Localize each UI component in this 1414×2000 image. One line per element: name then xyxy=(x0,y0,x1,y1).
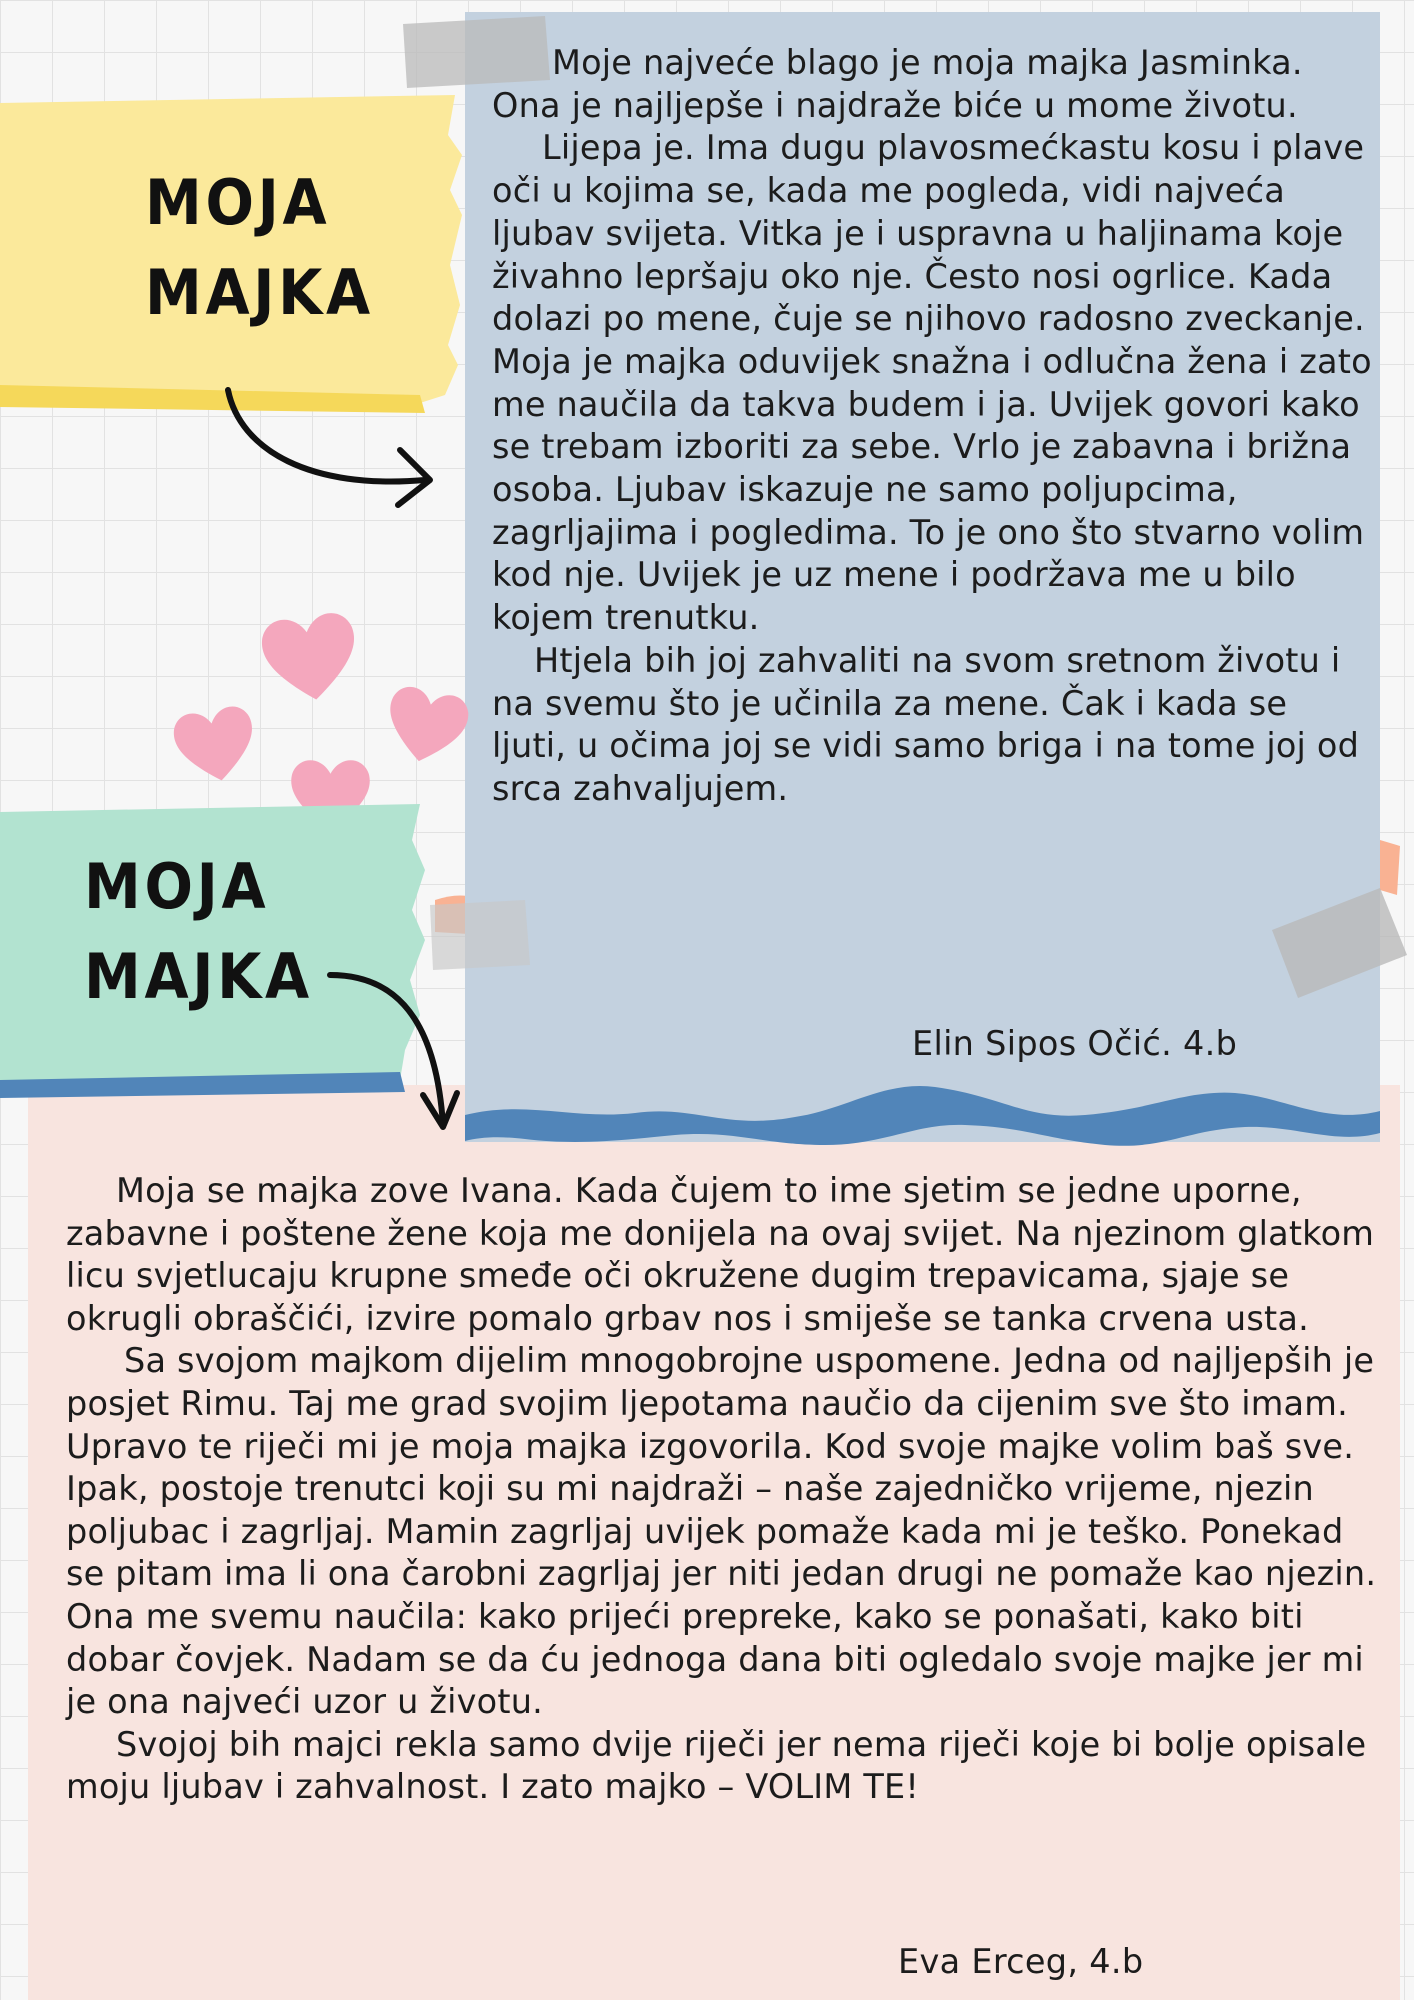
essay-2-paragraph-3: Svojoj bih majci rekla samo dvije riječi jer nema riječi koje bi bolje opisale moju ljubav i zahvalnost. I zato majko – VOLIM TE! xyxy=(66,1724,1367,1807)
heart-icon xyxy=(259,610,362,706)
essay-2-paragraph-1: Moja se majka zove Ivana. Kada čujem to ime sjetim se jedne uporne, zabavne i poštene žene koja me donijela na ovaj svijet. Na njezinom glatkom licu svjetlucaju krupne smeđe oči okružene dugim trepavicama, sjaje se okrugli obraščići, izvire pomalo grbav nos i smiješe se tanka crvena usta. xyxy=(66,1171,1375,1338)
heading-line-2: MAJKA xyxy=(84,940,313,1013)
heart-icon xyxy=(380,683,472,769)
essay-2-paragraph-2: Sa svojom majkom dijelim mnogobrojne uspomene. Jedna od najljepših je posjet Rimu. Taj me grad svojim ljepotama naučio da cijenim sve što imam. Upravo te riječi mi je moja majka izgovorila. Kod svoje majke volim baš sve. Ipak, postoje trenutci koji su mi najdraži – naše zajedničko vrijeme, njezin poljubac i zagrljaj. Mamin zagrljaj uvijek pomaže kada mi je teško. Ponekad se pitam ima li ona čarobni zagrljaj jer niti jedan drugi ne pomaže kao njezin. Ona me svemu naučila: kako prijeći prepreke, kako se ponašati, kako biti dobar čovjek. Nadam se da ću jednoga dana biti ogledalo svoje majke jer mi je ona najveći uzor u životu. xyxy=(66,1341,1377,1722)
heart-icon xyxy=(171,704,261,788)
heading-line-1: MOJA xyxy=(84,850,270,923)
essay-1-text xyxy=(492,42,1372,811)
heading-line-1: MOJA xyxy=(145,166,331,239)
heading-moja-majka-green xyxy=(84,842,323,1022)
essay-2-text xyxy=(66,1170,1386,1809)
heading-moja-majka-yellow xyxy=(145,158,384,338)
essay-1-paragraph-1: Moje najveće blago je moja majka Jasminka. Ona je najljepše i najdraže biće u mome životu. xyxy=(492,43,1303,125)
heading-line-2: MAJKA xyxy=(145,256,374,329)
essay-1-author: Elin Sipos Očić. 4.b xyxy=(912,1024,1238,1063)
essay-1-paragraph-3: Htjela bih joj zahvaliti na svom sretnom životu i na svemu što je učinila za mene. Čak i kada se ljuti, u očima joj se vidi samo briga i na tome joj od srca zahvaljujem. xyxy=(492,640,1360,808)
blue-wave-edge xyxy=(465,1075,1380,1165)
essay-2-author: Eva Erceg, 4.b xyxy=(898,1942,1144,1981)
essay-1-paragraph-2: Lijepa je. Ima dugu plavosmećkastu kosu i plave oči u kojima se, kada me pogleda, vidi najveća ljubav svijeta. Vitka je i uspravna u haljinama koje živahno lepršaju oko nje. Često nosi ogrlice. Kada dolazi po mene, čuje se njihovo radosno zveckanje. Moja je majka oduvijek snažna i odlučna žena i zato me naučila da takva budem i ja. Uvijek govori kako se trebam izboriti za sebe. Vrlo je zabavna i brižna osoba. Ljubav iskazuje ne samo poljupcima, zagrljajima i pogledima. To je ono što stvarno volim kod nje. Uvijek je uz mene i podržava me u bilo kojem trenutku. xyxy=(492,128,1372,638)
arrow-icon xyxy=(325,965,475,1145)
tape-right xyxy=(1262,880,1412,1010)
arrow-icon xyxy=(220,380,450,520)
